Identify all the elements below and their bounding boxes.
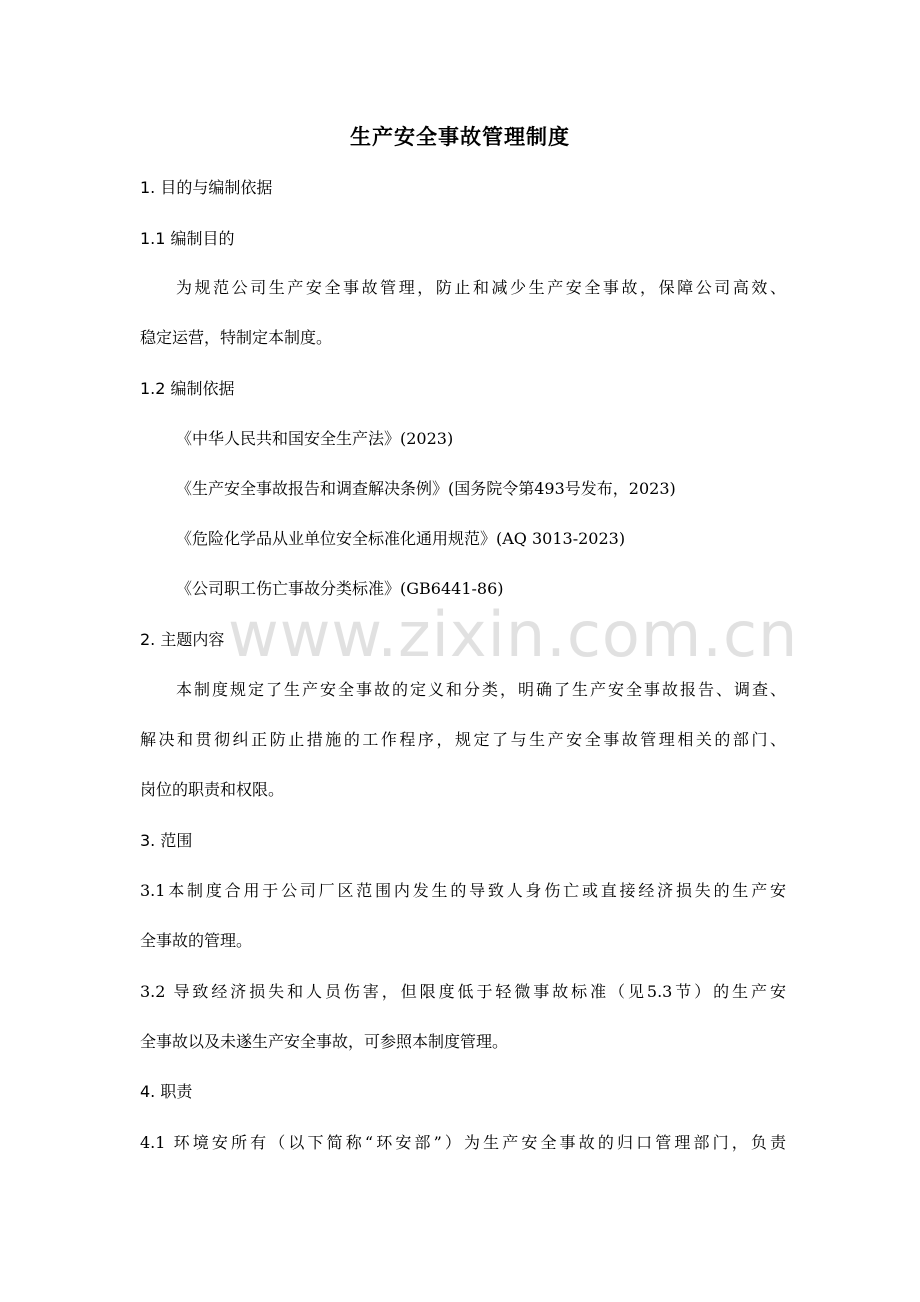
section-4-heading: 4. 职责	[140, 1082, 193, 1101]
paragraph-scope-3-1-line-2: 全事故的管理。	[140, 931, 253, 950]
paragraph-scope-3-2-line-1: 3.2 导致经济损失和人员伤害，但限度低于轻微事故标准（见5.3节）的生产安	[140, 982, 786, 1001]
paragraph-purpose-line-2: 稳定运营，特制定本制度。	[140, 328, 333, 347]
paragraph-duty-4-1-line-1: 4.1 环境安所有（以下简称“环安部”）为生产安全事故的归口管理部门，负责	[140, 1133, 786, 1152]
watermark-text: www.zixin.com.cn	[228, 598, 799, 671]
section-3-heading: 3. 范围	[140, 831, 193, 850]
document-title: 生产安全事故管理制度	[350, 125, 570, 149]
paragraph-content-line-3: 岗位的职责和权限。	[140, 780, 285, 799]
paragraph-content-line-1: 本制度规定了生产安全事故的定义和分类，明确了生产安全事故报告、调查、	[176, 680, 786, 699]
basis-item-3: 《危险化学品从业单位安全标准化通用规范》(AQ 3013-2023)	[176, 529, 626, 548]
paragraph-scope-3-1-line-1: 3.1本制度合用于公司厂区范围内发生的导致人身伤亡或直接经济损失的生产安	[140, 881, 786, 900]
section-1-1-heading: 1.1 编制目的	[140, 229, 235, 248]
section-1-heading: 1. 目的与编制依据	[140, 178, 273, 197]
section-1-2-heading: 1.2 编制依据	[140, 379, 235, 398]
paragraph-scope-3-2-line-2: 全事故以及未遂生产安全事故，可参照本制度管理。	[140, 1032, 509, 1051]
basis-item-1: 《中华人民共和国安全生产法》(2023)	[176, 429, 454, 448]
basis-item-4: 《公司职工伤亡事故分类标准》(GB6441-86)	[176, 579, 504, 598]
paragraph-purpose-line-1: 为规范公司生产安全事故管理，防止和减少生产安全事故，保障公司高效、	[176, 278, 786, 297]
section-2-heading: 2. 主题内容	[140, 630, 225, 649]
paragraph-content-line-2: 解决和贯彻纠正防止措施的工作程序，规定了与生产安全事故管理相关的部门、	[140, 730, 786, 749]
basis-item-2: 《生产安全事故报告和调查解决条例》(国务院令第493号发布，2023)	[176, 479, 676, 498]
